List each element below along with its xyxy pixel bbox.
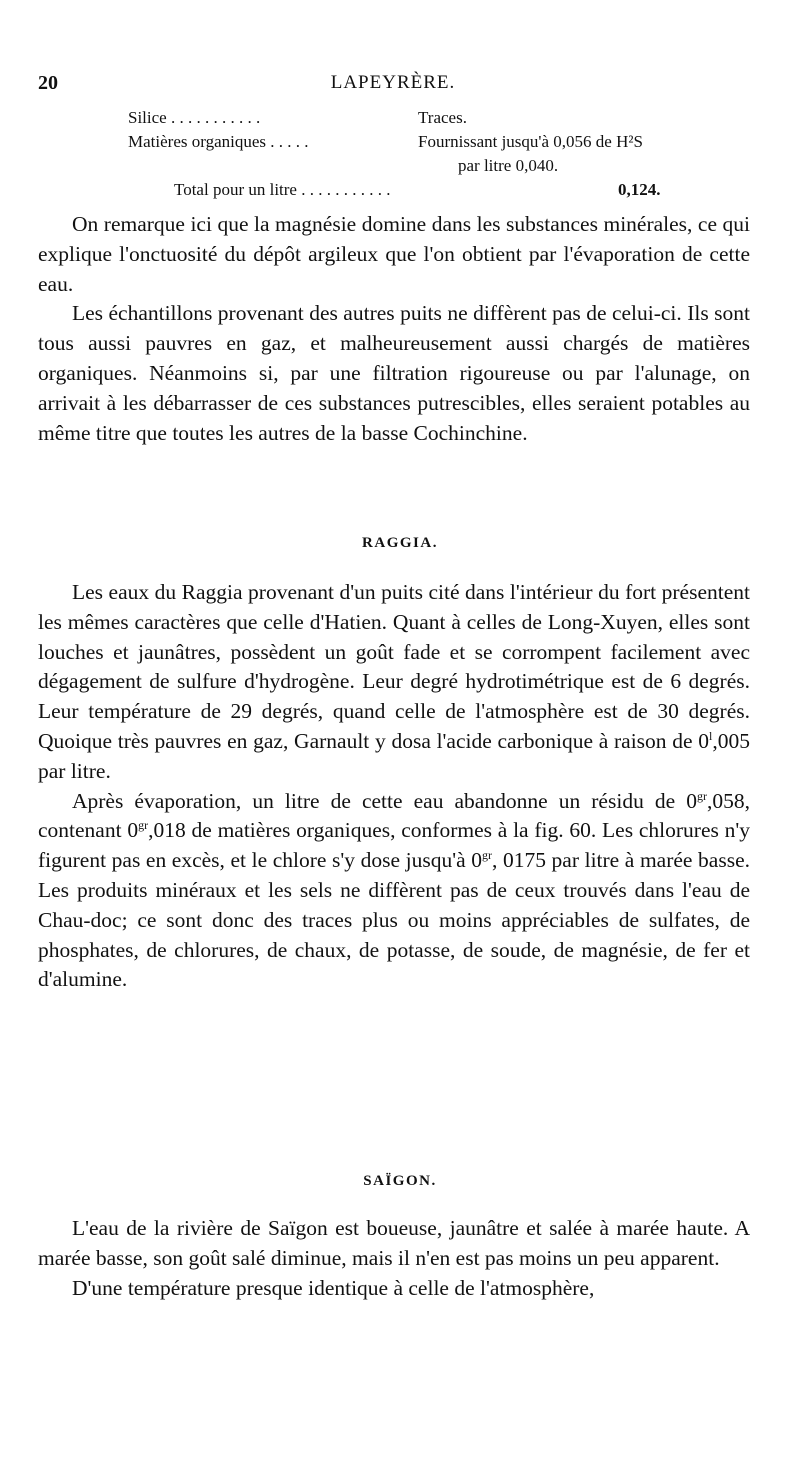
section-heading-raggia: RAGGIA. — [362, 535, 438, 551]
text-run: ,018 de matières organiques, conformes à la fig. 60. Les chlorures n'y figurent pas en excès, et le chlore s'y dose jusqu'à 0 — [38, 818, 751, 873]
paragraph: Les échantillons provenant des autres puits ne diffèrent pas de celui-ci. Ils sont tous aussi pauvres en gaz, et malheureusement aussi chargés de matières organiques. Néanmoins si, par une filtration rigoureuse ou par l'alunage, on arrivait à les débarrasser de ces substances putrescibles, elles seraient potables au même titre que toutes les autres de la basse Cochinchine. — [38, 301, 750, 445]
row-value-total: 0,124. — [618, 180, 661, 199]
body-text-block-raggia — [38, 578, 750, 995]
paragraph: On remarque ici que la magnésie domine dans les substances minérales, ce qui explique l'onctuosité du dépôt argileux que l'on obtient par l'évaporation de cette eau. — [38, 212, 750, 296]
table-row — [128, 108, 748, 132]
text-run: ,058, contenant 0 — [38, 788, 750, 843]
analysis-table — [128, 108, 748, 204]
row-label-total: Total pour un litre . . . . . . . . . . . — [174, 180, 391, 199]
row-label-silice: Silice . . . . . . . . . . . — [128, 108, 261, 127]
row-value-matieres-cont: par litre 0,040. — [458, 156, 559, 175]
table-row — [128, 132, 748, 156]
row-value-matieres: Fournissant jusqu'à 0,056 de H²S — [418, 132, 643, 151]
text-run: Après évaporation, un litre de cette eau abandonne un résidu de 0 — [72, 788, 697, 813]
paragraph: L'eau de la rivière de Saïgon est boueuse, jaunâtre et salée à marée haute. A marée basse, son goût salé diminue, mais il n'en est pas moins un peu apparent. — [38, 1216, 750, 1270]
table-row-total — [128, 180, 748, 204]
paragraph: D'une température presque identique à celle de l'atmosphère, — [72, 1275, 595, 1300]
section-heading-saigon: SAÏGON. — [363, 1173, 437, 1189]
running-head: LAPEYRÈRE. — [330, 72, 456, 93]
unit-superscript: gr — [697, 788, 707, 803]
page-number: 20 — [38, 72, 58, 94]
text-run: ,005 par litre. — [38, 728, 750, 783]
paragraph — [38, 787, 750, 996]
unit-superscript: l — [709, 728, 713, 743]
body-text-block-1 — [38, 210, 750, 448]
text-run: , 0175 par litre à marée basse. Les produits minéraux et les sels ne diffèrent pas de ceux trouvés dans l'eau de Chau-doc; ce sont donc des traces plus ou moins appréciables de sulfates, de phosphates, de chlorures, de chaux, de potasse, de soude, de magnésie, de fer et d'alumine. — [38, 848, 750, 992]
unit-superscript: gr — [481, 848, 492, 863]
row-label-matieres: Matières organiques . . . . . — [128, 132, 309, 151]
row-value-silice: Traces. — [418, 108, 467, 127]
page-header — [38, 72, 748, 100]
table-row — [128, 156, 748, 180]
paragraph — [38, 578, 750, 787]
unit-superscript: gr — [138, 818, 149, 833]
text-run: Les eaux du Raggia provenant d'un puits cité dans l'intérieur du fort présentent les mêmes caractères que celle d'Hatien. Quant à celles de Long-Xuyen, elles sont louches et jaunâtres, possèdent un goût fade et se corrompent facilement avec dégagement de sulfure d'hydrogène. Leur degré hydrotimétrique est de 6 degrés. Leur température de 29 degrés, quand celle de l'atmosphère est de 30 degrés. Quoique très pauvres en gaz, Garnault y dosa l'acide carbonique à raison de 0 — [38, 580, 750, 753]
body-text-block-saigon — [38, 1214, 750, 1303]
